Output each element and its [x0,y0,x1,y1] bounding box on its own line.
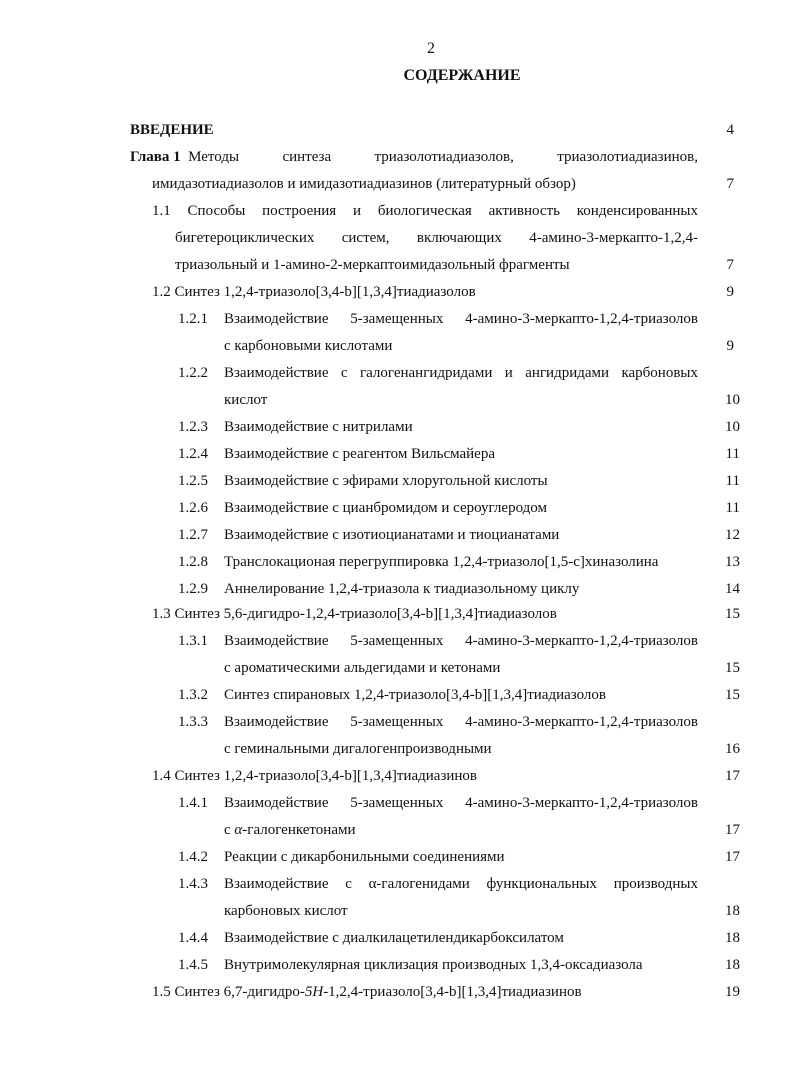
toc-entry-1-4-1-page: 17 [725,822,740,838]
chapter-label: Глава 1 [130,149,181,165]
alpha-symbol: α [234,822,243,838]
toc-entry-1-3-2-page: 15 [725,687,740,703]
toc-entry-1-2-7-num: 1.2.7 [178,527,208,543]
text-fragment: 1.5 Синтез 6,7-дигидро- [152,984,305,1000]
toc-entry-1-3-3-line2: с геминальными дигалогенпроизводными [224,741,492,757]
toc-entry-1-2-5-num: 1.2.5 [178,473,208,489]
toc-entry-1-2-5-page: 11 [725,473,740,489]
toc-entry-1-3-label: 1.3 Синтез 5,6-дигидро-1,2,4-триазоло[3,4-b][1,3,4]тиадиазолов [152,606,557,622]
toc-entry-1-2-6-page: 11 [725,500,740,516]
title-word: α-галогенидами [368,876,470,892]
toc-entry-1-2-3-page: 10 [725,419,740,435]
toc-entry-1-2-4-page: 11 [725,446,740,462]
toc-entry-chapter1-page: 7 [726,176,734,192]
toc-entry-1-2-1-page: 9 [726,338,734,354]
toc-entry-1-2-2-line2: кислот [224,392,268,408]
toc-entry-1-3-3-num: 1.3.3 [178,714,208,730]
toc-entry-1-4-1-line1: Взаимодействие 5-замещенных 4-амино-3-меркапто-1,2,4-триазолов [224,795,698,811]
toc-entry-1-3-page: 15 [725,606,740,622]
toc-entry-1-2-9-page: 14 [725,581,740,597]
toc-entry-1-2-8-num: 1.2.8 [178,554,208,570]
toc-entry-1-4-2-page: 17 [725,849,740,865]
toc-entry-1-2-8-label: Транслокационая перегруппировка 1,2,4-триазоло[1,5-c]хиназолина [224,554,659,570]
toc-entry-1-3-3-page: 16 [725,741,740,757]
toc-entry-1-3-1-line1: Взаимодействие 5-замещенных 4-амино-3-меркапто-1,2,4-триазолов [224,633,698,649]
toc-entry-1-4-1-num: 1.4.1 [178,795,208,811]
toc-entry-1-4-3-page: 18 [725,903,740,919]
toc-entry-1-4-3-num: 1.4.3 [178,876,208,892]
toc-entry-1-2-6-num: 1.2.6 [178,500,208,516]
toc-entry-1-2-7-page: 12 [725,527,740,543]
toc-entry-1-4-5-page: 18 [725,957,740,973]
toc-entry-1-1-line1: 1.1 Способы построения и биологическая активность конденсированных [152,203,698,219]
toc-entry-1-3-1-page: 15 [725,660,740,676]
toc-entry-1-2-2-page: 10 [725,392,740,408]
toc-entry-1-3-2-num: 1.3.2 [178,687,208,703]
toc-entry-1-3-2-label: Синтез спирановых 1,2,4-триазоло[3,4-b][1,3,4]тиадиазолов [224,687,606,703]
toc-entry-1-4-4-num: 1.4.4 [178,930,208,946]
toc-entry-1-4-3-line1 [224,875,698,893]
toc-entry-1-2-9-num: 1.2.9 [178,581,208,597]
toc-entry-1-5-page: 19 [725,984,740,1000]
toc-entry-1-2-label: 1.2 Синтез 1,2,4-триазоло[3,4-b][1,3,4]тиадиазолов [152,284,476,300]
toc-entry-1-2-1-line1: Взаимодействие 5-замещенных 4-амино-3-меркапто-1,2,4-триазолов [224,311,698,327]
toc-entry-1-3-1-line2: с ароматическими альдегидами и кетонами [224,660,501,676]
chapter-title-word: триазолотиадиазинов, [557,149,698,165]
text-fragment: -галогенкетонами [242,822,356,838]
toc-entry-1-1-page: 7 [726,257,734,273]
chapter-title-word: Методы [188,149,240,165]
page-number: 2 [427,40,435,57]
toc-entry-1-2-1-num: 1.2.1 [178,311,208,327]
toc-entry-1-1-line2: бигетероциклических систем, включающих 4-амино-3-меркапто-1,2,4- [175,230,698,246]
toc-entry-intro-page: 4 [726,122,734,138]
toc-entry-1-3-1-num: 1.3.1 [178,633,208,649]
toc-entry-1-2-6-label: Взаимодействие с цианбромидом и сероуглеродом [224,500,547,516]
toc-entry-1-2-5-label: Взаимодействие с эфирами хлоругольной кислоты [224,473,548,489]
toc-entry-1-2-4-label: Взаимодействие с реагентом Вильсмайера [224,446,495,462]
toc-entry-1-4-label: 1.4 Синтез 1,2,4-триазоло[3,4-b][1,3,4]тиадиазинов [152,768,478,784]
toc-entry-1-4-2-num: 1.4.2 [178,849,208,865]
toc-entry-1-4-1-line2 [224,821,356,839]
toc-entry-1-4-3-line2: карбоновых кислот [224,903,348,919]
toc-entry-1-4-5-label: Внутримолекулярная циклизация производных 1,3,4-оксадиазола [224,957,643,973]
italic-fragment: 5H [304,984,324,1000]
title-word: производных [613,876,698,892]
title-word: с [345,876,352,892]
toc-entry-chapter1-line2: имидазотиадиазолов и имидазотиадиазинов (литературный обзор) [152,176,576,192]
toc-entry-1-1-line3: триазольный и 1-амино-2-меркаптоимидазольный фрагменты [175,257,570,273]
toc-entry-1-2-7-label: Взаимодействие с изотиоцианатами и тиоцианатами [224,527,560,543]
toc-entry-1-4-4-label: Взаимодействие с диалкилацетилендикарбоксилатом [224,930,564,946]
toc-entry-1-4-2-label: Реакции с дикарбонильными соединениями [224,849,505,865]
toc-entry-1-2-3-label: Взаимодействие с нитрилами [224,419,413,435]
chapter-title-word: триазолотиадиазолов, [374,149,514,165]
toc-entry-1-2-2-line1: Взаимодействие с галогенангидридами и ангидридами карбоновых [224,365,698,381]
title-word: функциональных [486,876,597,892]
text-fragment: с [224,822,235,838]
toc-entry-1-5-label [152,983,582,1001]
toc-entry-1-2-1-line2: с карбоновыми кислотами [224,338,393,354]
toc-entry-1-2-2-num: 1.2.2 [178,365,208,381]
title-word: Взаимодействие [224,876,329,892]
toc-entry-1-2-9-label: Аннелирование 1,2,4-триазола к тиадиазольному циклу [224,581,580,597]
toc-entry-1-2-3-num: 1.2.3 [178,419,208,435]
toc-entry-1-2-4-num: 1.2.4 [178,446,208,462]
text-fragment: -1,2,4-триазоло[3,4-b][1,3,4]тиадиазинов [323,984,582,1000]
chapter-title-word: синтеза [282,149,332,165]
toc-entry-intro-label: ВВЕДЕНИЕ [130,122,214,138]
page-title: СОДЕРЖАНИЕ [403,67,521,84]
toc-entry-chapter1-line1 [130,148,698,166]
toc-entry-1-2-8-page: 13 [725,554,740,570]
toc-entry-1-4-page: 17 [725,768,740,784]
toc-entry-1-2-page: 9 [726,284,734,300]
toc-entry-1-4-5-num: 1.4.5 [178,957,208,973]
toc-entry-1-3-3-line1: Взаимодействие 5-замещенных 4-амино-3-меркапто-1,2,4-триазолов [224,714,698,730]
toc-entry-1-4-4-page: 18 [725,930,740,946]
